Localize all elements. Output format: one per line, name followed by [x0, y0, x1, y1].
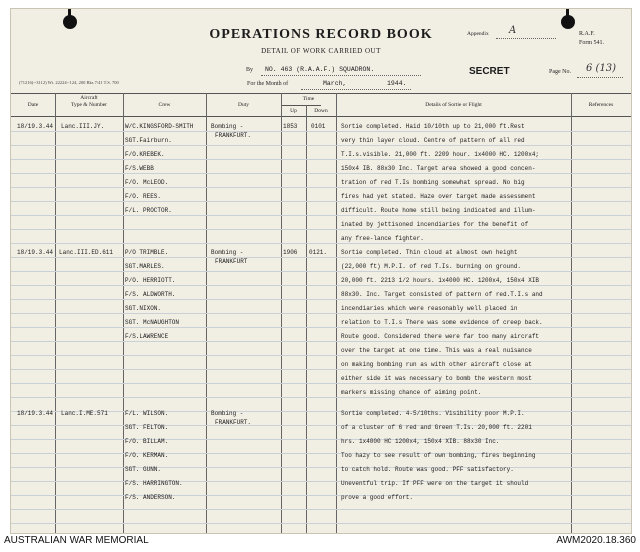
col-header-duty: Duty	[238, 102, 249, 108]
entry-2-detail-11: markers missing chance of aiming point.	[341, 389, 482, 396]
appendix-label: Appendix	[467, 31, 489, 37]
entry-2-detail-10: either side it was necessary to bomb the western most	[341, 375, 532, 382]
ruled-line	[11, 369, 631, 370]
entry-3-detail-2: of a cluster of 6 red and Green T.Is. 20,000 ft. 2201	[341, 424, 532, 431]
entry-2-detail-2: (22,000 ft) M.P.I. of red T.Is. burning on ground.	[341, 263, 522, 270]
footer-accession-number: AWM2020.18.360	[556, 535, 636, 546]
entry-3-detail-1: Sortie completed. 4-5/10ths. Visibility poor M.P.I.	[341, 410, 525, 417]
footer-archive-name: AUSTRALIAN WAR MEMORIAL	[4, 535, 149, 546]
appendix-underline	[496, 38, 556, 39]
ruled-line	[11, 509, 631, 510]
ruled-line	[11, 313, 631, 314]
entry-2-crew-5: SGT.NIXON.	[125, 305, 162, 312]
entry-2-crew-6: SGT. McNAUGHTON	[125, 319, 180, 326]
form-number-label: Form 541.	[579, 40, 605, 46]
col-header-references: References	[588, 102, 614, 108]
ruled-line	[11, 523, 631, 524]
entry-1-crew-7: F/L. PROCTOR.	[125, 207, 172, 214]
entry-3-crew-7: F/S. ANDERSON.	[125, 494, 176, 501]
entry-3-detail-7: prove a good effort.	[341, 494, 414, 501]
entry-2-duty-2: FRANKFURT	[215, 258, 248, 265]
ruled-line	[11, 467, 631, 468]
entry-2-date: 18/19.3.44	[17, 249, 54, 256]
entry-2-detail-8: over the target at one time. This was a real nuisance	[341, 347, 532, 354]
col-header-aircraft-line1: Aircraft	[80, 95, 98, 101]
entry-1-time-up: 1853	[283, 123, 298, 130]
ruled-line	[11, 215, 631, 216]
entry-2-duty-1: Bombing -	[211, 249, 244, 256]
ruled-line	[11, 481, 631, 482]
entry-2-crew-4: F/S. ALDWORTH.	[125, 291, 176, 298]
ruled-line	[11, 453, 631, 454]
entry-1-detail-6: fires had yet stated. Haze over target made assessment	[341, 193, 536, 200]
entry-3-crew-6: F/S. HARRINGTON.	[125, 480, 183, 487]
entry-2-aircraft: Lanc.III.ED.611	[59, 249, 114, 256]
entry-2-crew-2: SGT.MARLES.	[125, 263, 165, 270]
entry-2-detail-7: Route good. Considered there were far too many aircraft	[341, 333, 540, 340]
ruled-line	[11, 145, 631, 146]
ruled-line	[11, 187, 631, 188]
month-label: For the Month of	[247, 81, 289, 87]
col-header-time: Time	[302, 96, 315, 102]
column-rule-up	[306, 105, 307, 533]
ruled-line	[11, 243, 631, 244]
entry-2-detail-9: on making bombing run as with other aircraft close at	[341, 361, 532, 368]
col-header-aircraft-line2: Type & Number	[71, 102, 107, 108]
page-number-label: Page No.	[549, 69, 571, 75]
ruled-line	[11, 173, 631, 174]
entry-3-crew-3: F/O. BILLAM.	[125, 438, 169, 445]
entry-1-date: 18/19.3.44	[17, 123, 54, 130]
page-title: OPERATIONS RECORD BOOK	[209, 27, 433, 42]
entry-2-time-up: 1906	[283, 249, 298, 256]
entry-3-detail-5: to catch hold. Route was good. PFF satisfactory.	[341, 466, 514, 473]
entry-3-detail-6: Uneventful trip. If PFF were on the target it should	[341, 480, 529, 487]
entry-1-time-down: 0101	[311, 123, 326, 130]
page-number-underline	[577, 77, 623, 78]
binder-post-right	[566, 9, 569, 23]
entry-3-crew-5: SGT. GUNN.	[125, 466, 162, 473]
entry-3-crew-2: SGT. FELTON.	[125, 424, 169, 431]
entry-1-crew-6: F/O. REES.	[125, 193, 162, 200]
page-subtitle: DETAIL OF WORK CARRIED OUT	[261, 47, 381, 55]
entry-2-detail-3: 20,000 ft. 2213 1/2 hours. 1x4000 HC. 1200x4, 150x4 XIB	[341, 277, 540, 284]
entry-3-duty-1: Bombing -	[211, 410, 244, 417]
entry-2-detail-5: incendiaries which were reasonably well placed in	[341, 305, 518, 312]
month-underline	[301, 89, 411, 90]
entry-3-crew-4: F/O. KERMAN.	[125, 452, 169, 459]
page-number-value: 6 (13)	[586, 63, 617, 74]
entry-1-detail-4: 150x4 IB. 88x30 Inc. Target area showed a good concen-	[341, 165, 536, 172]
entry-1-crew-5: F/O. McLEOD.	[125, 179, 169, 186]
ruled-line	[11, 201, 631, 202]
col-header-details: Details of Sortie or Flight	[425, 102, 482, 108]
ruled-line	[11, 355, 631, 356]
month-value: March,	[323, 80, 347, 87]
entry-3-crew-1: F/L. WILSON.	[125, 410, 169, 417]
entry-2-detail-4: 88x30. Inc. Target consisted of pattern of red.T.I.s and	[341, 291, 543, 298]
squadron-underline	[261, 75, 421, 76]
entry-3-aircraft: Lanc.I.ME.571	[61, 410, 108, 417]
binder-post-left	[68, 9, 71, 23]
entry-1-duty-2: FRANKFURT.	[215, 132, 252, 139]
entry-1-detail-8: inated by jettisoned incendiaries for the benefit of	[341, 221, 529, 228]
entry-1-crew-4: F/S.WEBB	[125, 165, 154, 172]
entry-2-crew-7: F/S.LAWRENCE	[125, 333, 169, 340]
entry-1-duty-1: Bombing -	[211, 123, 244, 130]
col-header-crew: Crew	[158, 102, 171, 108]
entry-1-detail-1: Sortie completed. Haid 10/10th up to 21,000 ft.Rest	[341, 123, 525, 130]
entry-2-time-down: 0121.	[309, 249, 328, 256]
entry-3-duty-2: FRANKFURT.	[215, 419, 252, 426]
entry-1-crew-1: W/C.KINGSFORD-SMITH	[125, 123, 194, 130]
entry-1-detail-2: very thin layer cloud. Centre of pattern of all red	[341, 137, 525, 144]
entry-1-crew-2: SGT.Fairburn.	[125, 137, 172, 144]
print-code: (71216)--3112) Wt. 22224--124, 200 Bks 7/41 T.S. 700	[19, 80, 119, 85]
ruled-line	[11, 383, 631, 384]
entry-1-detail-5: tration of red T.Is bombing somewhat spread. No big	[341, 179, 525, 186]
ruled-line	[11, 397, 631, 398]
entry-3-detail-4: Too hazy to see result of own bombing, fires beginning	[341, 452, 536, 459]
table-top-rule	[11, 93, 631, 94]
entry-2-detail-6: relation to T.I.s There was some evidence of creep back.	[341, 319, 543, 326]
entry-2-detail-1: Sortie completed. Thin cloud at almost own height	[341, 249, 518, 256]
ruled-line	[11, 271, 631, 272]
entry-3-date: 18/19.3.44	[17, 410, 54, 417]
col-header-down: Down	[314, 108, 328, 114]
secret-stamp: SECRET	[469, 66, 510, 77]
entry-1-aircraft: Lanc.III.JY.	[61, 123, 105, 130]
by-label: By	[246, 67, 254, 73]
ruled-line	[11, 439, 631, 440]
record-book-page	[10, 8, 632, 534]
appendix-value: A	[509, 25, 517, 36]
entry-3-detail-3: hrs. 1x4000 HC 1200x4, 150x4 XIB. 88x30 Inc.	[341, 438, 500, 445]
ruled-line	[11, 495, 631, 496]
year-value: 1944.	[387, 80, 407, 87]
squadron-name: NO. 463 (R.A.A.F.) SQUADRON.	[265, 66, 375, 73]
entry-1-detail-9: any free-lance fighter.	[341, 235, 424, 242]
time-subhead-rule	[281, 105, 321, 106]
entry-1-crew-3: F/O.KREBEK.	[125, 151, 165, 158]
entry-2-crew-3: P/O. HERRIOTT.	[125, 277, 176, 284]
col-header-up: Up	[290, 108, 297, 114]
entry-2-crew-1: P/O TRIMBLE.	[125, 249, 169, 256]
ruled-line	[11, 229, 631, 230]
table-header-rule	[11, 116, 631, 117]
entry-1-detail-7: difficult. Route home still being indicated and illum-	[341, 207, 536, 214]
form-raf-label: R.A.F.	[579, 31, 595, 37]
col-header-date: Date	[27, 102, 39, 108]
ruled-line	[11, 425, 631, 426]
entry-1-detail-3: T.I.s.visible. 21,000 ft. 2209 hour. 1x4000 HC. 1200x4;	[341, 151, 540, 158]
